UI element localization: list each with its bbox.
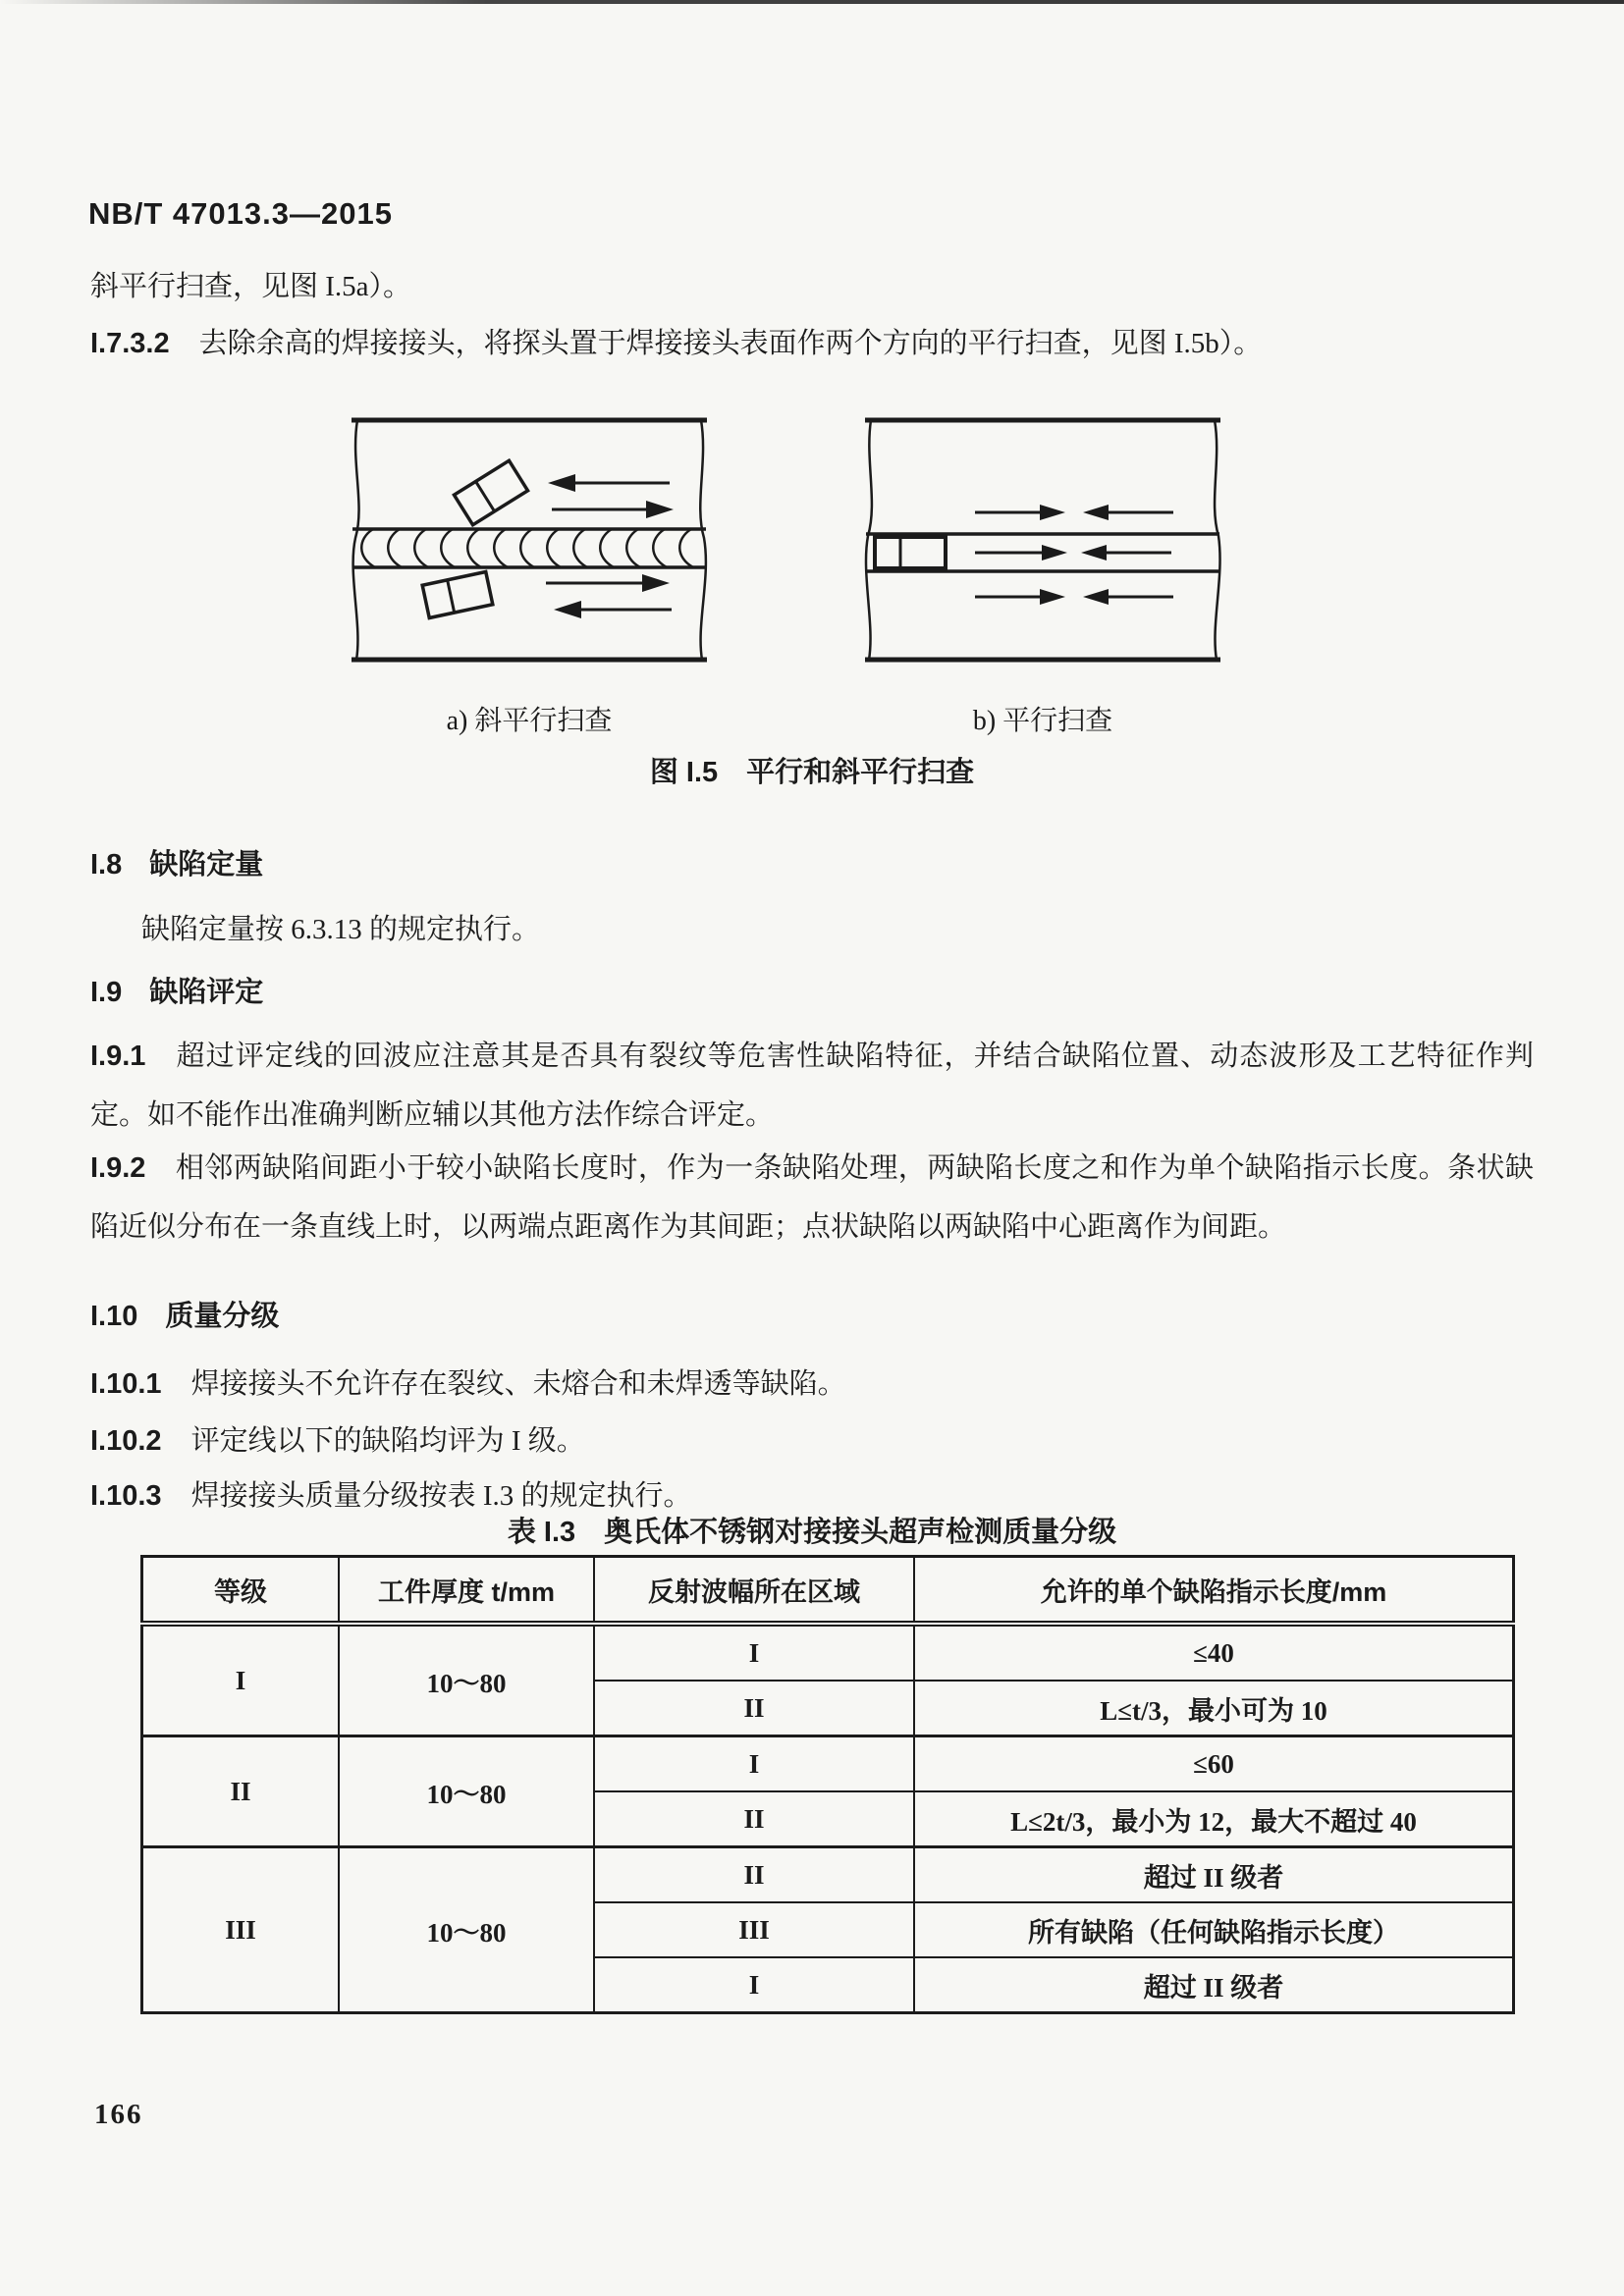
section-title: 质量分级 xyxy=(165,1301,280,1332)
weld-scan-diagram-a xyxy=(344,414,715,666)
column-header-grade: 等级 xyxy=(142,1557,340,1625)
cell-grade: I xyxy=(142,1624,340,1736)
clause-text: 缺陷定量按 6.3.13 的规定执行。 xyxy=(141,914,541,945)
cell-thickness: 10～80 xyxy=(339,1624,594,1736)
clause-number: I.7.3.2 xyxy=(90,328,170,359)
figure-b-caption: b) 平行扫查 xyxy=(972,706,1113,736)
column-header-thickness: 工件厚度 t/mm xyxy=(339,1557,594,1625)
clause-i8-body xyxy=(90,907,1534,947)
cell-length: L≤t/3，最小可为 10 xyxy=(914,1681,1514,1736)
clause-i101 xyxy=(90,1355,1534,1414)
section-title: 缺陷定量 xyxy=(149,849,264,881)
clause-number: I.10.3 xyxy=(90,1480,162,1512)
clause-text: 评定线以下的缺陷均评为 I 级。 xyxy=(190,1425,585,1457)
figure-a-caption: a) 斜平行扫查 xyxy=(446,706,613,736)
figure-b-parallel-scan xyxy=(857,414,1228,738)
table-row xyxy=(142,1624,1514,1681)
paragraph-continuation xyxy=(90,257,1534,316)
section-number: I.10 xyxy=(90,1301,138,1332)
paragraph-text: 斜平行扫查，见图 I.5a）。 xyxy=(90,271,412,302)
clause-i91 xyxy=(90,1027,1534,1145)
table-row xyxy=(142,1847,1514,1903)
section-number: I.9 xyxy=(90,977,123,1008)
cell-length: ≤40 xyxy=(914,1624,1514,1681)
cell-length: L≤2t/3，最小为 12，最大不超过 40 xyxy=(914,1791,1514,1847)
clause-number: I.10.1 xyxy=(90,1368,162,1400)
cell-length: 超过 II 级者 xyxy=(914,1847,1514,1903)
clause-i732 xyxy=(90,314,1534,373)
table-i3-title: 表 I.3 奥氏体不锈钢对接接头超声检测质量分级 xyxy=(507,1517,1117,1548)
cell-zone: I xyxy=(594,1736,914,1792)
cell-length: 超过 II 级者 xyxy=(914,1957,1514,2013)
clause-text: 超过评定线的回波应注意其是否具有裂纹等危害性缺陷特征，并结合缺陷位置、动态波形及工艺特征作判定。如不能作出准确判断应辅以其他方法作综合评定。 xyxy=(90,1041,1534,1131)
table-row xyxy=(142,1736,1514,1792)
column-header-length: 允许的单个缺陷指示长度/mm xyxy=(914,1557,1514,1625)
cell-grade: III xyxy=(142,1847,340,2013)
section-heading-i8 xyxy=(90,842,1534,882)
clause-text: 焊接接头不允许存在裂纹、未熔合和未焊透等缺陷。 xyxy=(190,1368,846,1400)
cell-zone: I xyxy=(594,1624,914,1681)
section-title: 缺陷评定 xyxy=(149,977,264,1008)
cell-length: 所有缺陷（任何缺陷指示长度） xyxy=(914,1902,1514,1957)
clause-i92 xyxy=(90,1139,1534,1256)
scan-arrows-below-weld xyxy=(975,589,1173,605)
cell-zone: III xyxy=(594,1902,914,1957)
table-header xyxy=(142,1557,1514,1625)
cell-grade: II xyxy=(142,1736,340,1847)
cell-length: ≤60 xyxy=(914,1736,1514,1792)
section-heading-i10 xyxy=(90,1294,1534,1334)
cell-zone: II xyxy=(594,1791,914,1847)
section-number: I.8 xyxy=(90,849,123,881)
section-heading-i9 xyxy=(90,970,1534,1010)
standard-code-header: NB/T 47013.3—2015 xyxy=(88,196,393,231)
cell-zone: I xyxy=(594,1957,914,2013)
clause-number: I.10.2 xyxy=(90,1425,162,1457)
figure-i5-caption: 图 I.5 平行和斜平行扫查 xyxy=(649,757,975,788)
weld-scan-diagram-b xyxy=(857,414,1228,666)
clause-number: I.9.2 xyxy=(90,1152,146,1184)
scan-arrows-lower xyxy=(546,574,672,618)
cell-thickness: 10～80 xyxy=(339,1736,594,1847)
scan-arrows-above-weld xyxy=(975,505,1173,520)
clause-text: 去除余高的焊接接头，将探头置于焊接接头表面作两个方向的平行扫查，见图 I.5b）。 xyxy=(198,328,1263,359)
figure-a-oblique-parallel-scan xyxy=(344,414,715,738)
scan-arrows-upper xyxy=(548,474,674,518)
straight-probe xyxy=(875,537,946,568)
clause-i102 xyxy=(90,1412,1534,1470)
scan-arrows-on-weld xyxy=(975,545,1171,561)
column-header-zone: 反射波幅所在区域 xyxy=(594,1557,914,1625)
clause-number: I.9.1 xyxy=(90,1041,146,1072)
cell-zone: II xyxy=(594,1847,914,1903)
cell-thickness: 10～80 xyxy=(339,1847,594,2013)
angle-probe-lower xyxy=(422,572,493,618)
cell-zone: II xyxy=(594,1681,914,1736)
angle-probe-upper xyxy=(454,460,527,525)
weld-bead-ripples xyxy=(361,529,693,567)
clause-text: 焊接接头质量分级按表 I.3 的规定执行。 xyxy=(190,1480,692,1512)
page-number: 166 xyxy=(94,2099,143,2130)
table-i3-quality-grading xyxy=(140,1555,1515,2014)
clause-text: 相邻两缺陷间距小于较小缺陷长度时，作为一条缺陷处理，两缺陷长度之和作为单个缺陷指示长度。条状缺陷近似分布在一条直线上时，以两端点距离作为其间距；点状缺陷以两缺陷中心距离作为间距。 xyxy=(90,1152,1534,1243)
